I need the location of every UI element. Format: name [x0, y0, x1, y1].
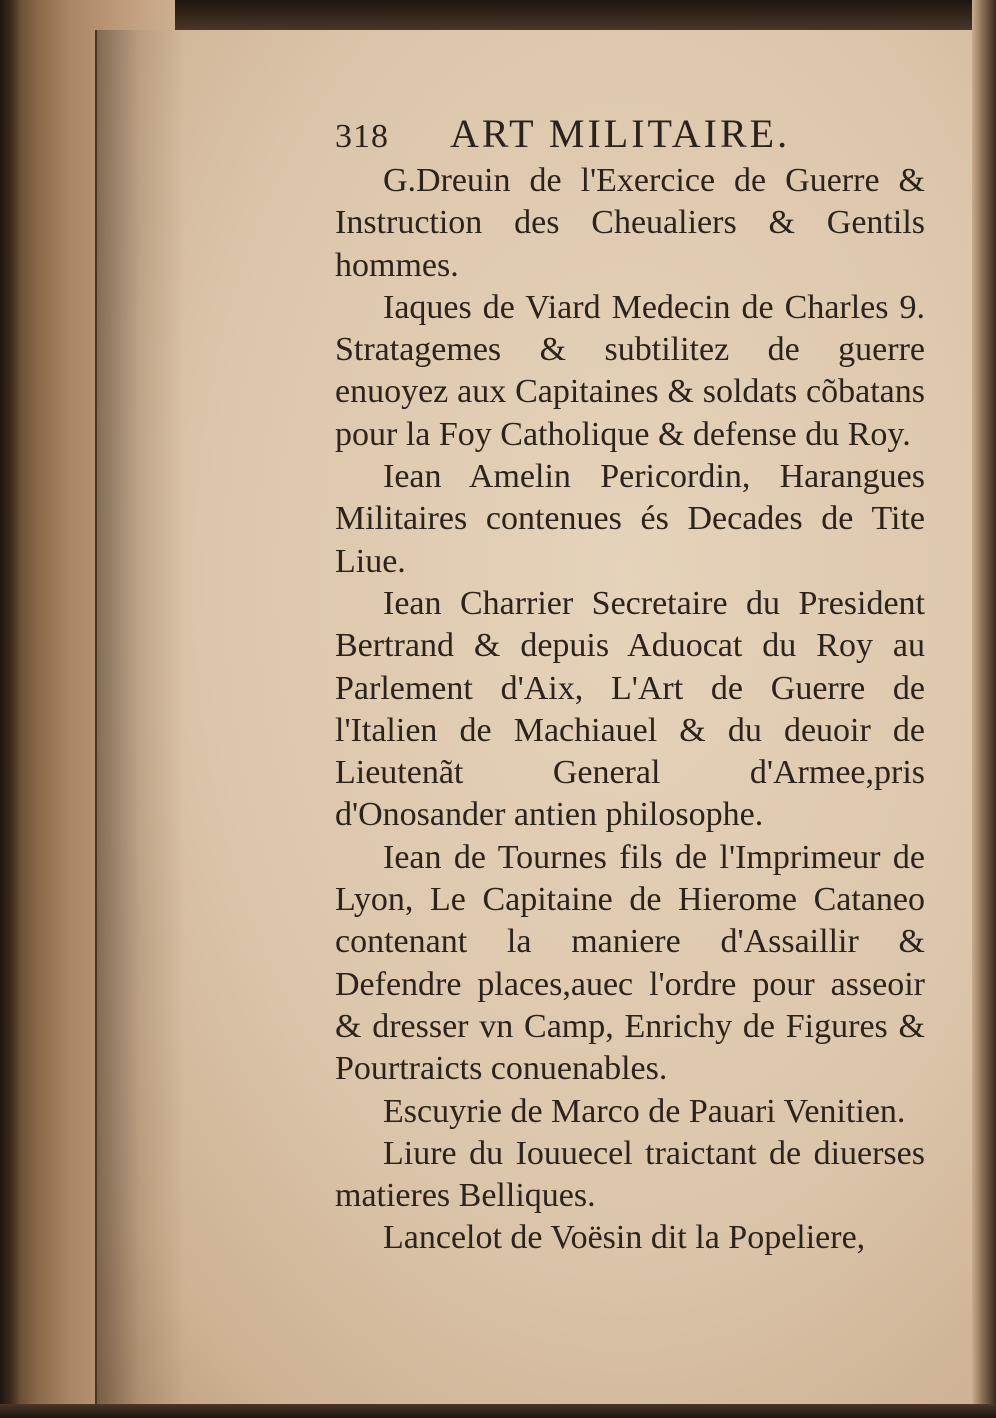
entry-pauari: Escuyrie de Marco de Pauari Venitien. [383, 1092, 906, 1130]
entry-viard: Iaques de Viard Medecin de Charles 9. Stratagemes & subtilitez de guerre enuoyez aux Capitaines & soldats cõbatans pour la Foy Catholique & defense du Roy. [335, 288, 925, 453]
book-right-edge [972, 0, 996, 1418]
page-header [335, 110, 895, 160]
entry-amelin: Iean Amelin Pericordin, Harangues Militaires contenues és Decades de Tite Liue. [335, 458, 925, 580]
entry-dreuin: G.Dreuin de l'Exercice de Guerre & Instruction des Cheualiers & Gentils hommes. [335, 162, 925, 284]
entry-iouuecel: Liure du Iouuecel traictant de diuerses matieres Belliques. [335, 1134, 925, 1215]
body-text [335, 160, 925, 1260]
entry-voesin: Lancelot de Voësin dit la Popeliere, [383, 1219, 866, 1257]
running-title: ART MILITAIRE. [450, 111, 791, 156]
entry-tournes: Iean de Tournes fils de l'Imprimeur de Lyon, Le Capitaine de Hierome Cataneo contenant la maniere d'Assaillir & Defendre places,auec l'ordre pour asseoir & dresser vn Camp, Enrichy de Figures & Pourtraicts conuenables. [335, 838, 925, 1088]
entry-charrier: Iean Charrier Secretaire du President Bertrand & depuis Aduocat du Roy au Parlement d'Aix, L'Art de Guerre de l'Italien de Machiauel & du deuoir de Lieutenãt General d'Armee,pris d'Onosander antien philosophe. [335, 584, 925, 834]
page-gutter-shadow [95, 30, 185, 1405]
page-number: 318 [335, 118, 389, 155]
book-bottom-edge [0, 1404, 996, 1418]
